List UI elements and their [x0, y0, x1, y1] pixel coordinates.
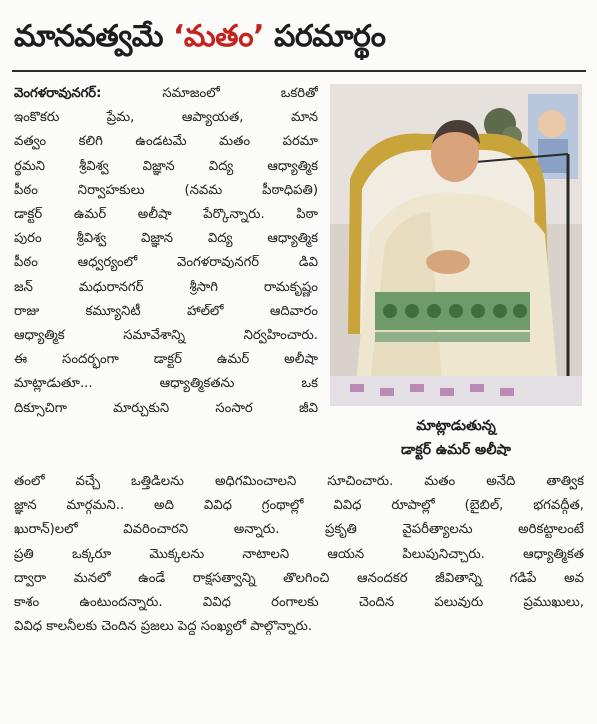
headline-part2: పరమార్థం [264, 19, 386, 54]
article-line-last: వివిధ కాలనీలకు చెందిన ప్రజలు పెద్ద సంఖ్యలో పాల్గొన్నారు. [14, 619, 313, 635]
article-line: పీఠం నిర్వాహకులు (నవమ పీఠాధిపతి) [14, 182, 318, 198]
article-line: ఇంకొకరు ప్రేమ, ఆప్యాయత, మాన [14, 110, 318, 126]
article-line: జ్ఞాన మార్గమని.. అది వివిధ గ్రంథాల్లో వివిధ రూపాల్లో (బైబిల్, భగవద్గీత, [14, 498, 584, 514]
headline-accent: ‘మతం’ [172, 19, 265, 54]
article-line: జన్ మధురానగర్ శ్రీసాగి రామకృష్ణం [14, 279, 318, 295]
article-line: ప్రతి ఒక్కరూ మొక్కలను నాటాలని ఆయన పిలుపునిచ్చారు. ఆధ్యాత్మికత [14, 546, 584, 562]
first-line-text: సమాజంలో ఒకరితో [101, 86, 318, 101]
article-line: ఆధ్యాత్మిక సమావేశాన్ని నిర్వహించారు. [14, 328, 318, 344]
headline-rule [12, 70, 586, 72]
article-line: దిక్సూచిగా మార్చుకుని సంసార జీవి [14, 400, 318, 416]
caption-line-1: మాట్లాడుతున్న [416, 418, 496, 434]
photo-caption [330, 414, 582, 462]
article-line: మాట్లాడుతూ... ఆధ్యాత్మికతను ఒక [14, 376, 318, 392]
speaker-photo [330, 84, 582, 406]
article-line: తంలో వచ్చే ఒత్తిడిలను అధిగమించాలని సూచించారు. మతం అనేది తాత్విక [14, 474, 584, 489]
article-column [14, 82, 318, 421]
article-line: ర్థమని శ్రీవిశ్వ విజ్ఞాన విద్య ఆధ్యాత్మిక [14, 158, 318, 174]
article-line: పురం శ్రీవిశ్వ విజ్ఞాన విద్య ఆధ్యాత్మిక [14, 231, 318, 247]
speaker-photo-illustration [330, 84, 582, 406]
article-line: ఈ సందర్భంగా డాక్టర్ ఉమర్ అలీషా [14, 352, 318, 368]
headline-part1: మానవత్వమే [14, 19, 173, 54]
article-line: ఖురాన్)లలో వివరించారని అన్నారు. ప్రకృతి వైపరీత్యాలను అరికట్టాలంటే [14, 522, 584, 538]
article-line: పీఠం ఆధ్వర్యంలో వెంగళరావునగర్ డివి [14, 255, 318, 271]
headline [14, 14, 584, 60]
dateline: వెంగళరావునగర్: [14, 86, 102, 101]
article-line-1 [14, 82, 318, 106]
article-line: రాజు కమ్యూనిటీ హాల్‌లో ఆదివారం [14, 303, 318, 319]
article-line: వత్వం కలిగి ఉండటమే మతం పరమా [14, 134, 318, 150]
article-line: డాక్టర్ ఉమర్ అలీషా పేర్కొన్నారు. పిఠా [14, 207, 318, 223]
article-line: ద్వారా మనలో ఉండే రాక్షసత్వాన్ని తొలగించి ఆనందకర జీవితాన్ని గడిపే అవ [14, 570, 584, 586]
article-line: కాశం ఉంటుందన్నారు. వివిధ రంగాలకు చెందిన పలువురు ప్రముఖులు, [14, 595, 584, 611]
caption-line-2: డాక్టర్ ఉమర్ అలీషా [401, 442, 511, 458]
article-continuation [14, 470, 584, 639]
